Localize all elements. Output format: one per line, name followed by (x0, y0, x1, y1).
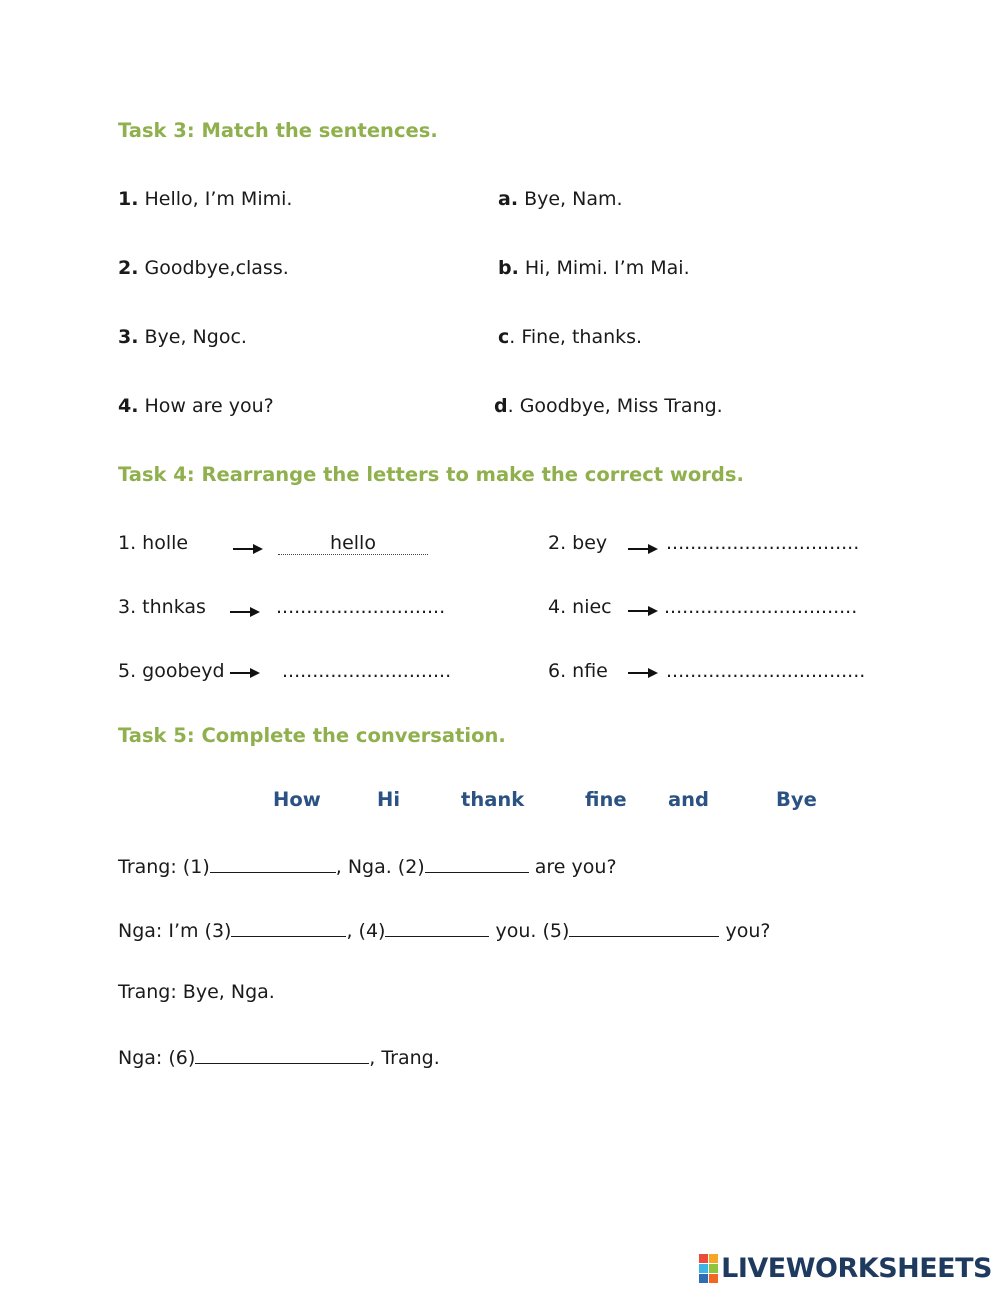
line-text: you. (5) (489, 920, 570, 942)
arrow-icon (628, 605, 658, 617)
item-text: How are you? (144, 395, 274, 417)
item-letter: c (498, 326, 510, 348)
logo-square (699, 1274, 708, 1283)
logo-square (699, 1264, 708, 1273)
task3-left-item-1 (118, 188, 292, 210)
word-bank-and: and (668, 788, 709, 811)
word-bank-bye: Bye (776, 788, 817, 811)
task4-item-2-label: 2. bey (548, 532, 608, 554)
line-text: are you? (528, 856, 617, 878)
task3-left-item-2 (118, 257, 289, 279)
task4-item-1-label: 1. holle (118, 532, 189, 554)
item-letter: a. (498, 188, 519, 210)
blank-5[interactable] (569, 917, 719, 937)
item-letter: b. (498, 257, 519, 279)
task3-left-item-3 (118, 326, 247, 348)
task4-item-3-label: 3. thnkas (118, 596, 206, 618)
item-number: 4. (118, 395, 139, 417)
logo-text: LIVEWORKSHEETS (721, 1253, 992, 1284)
task5-title: Task 5: Complete the conversation. (118, 724, 506, 747)
item-text: Goodbye,class. (144, 257, 289, 279)
liveworksheets-logo (699, 1253, 992, 1284)
task4-item-5-label: 5. goobeyd (118, 660, 225, 682)
line-text: Trang: (1) (118, 856, 210, 878)
blank-2[interactable] (425, 853, 529, 873)
item-text: . Fine, thanks. (509, 326, 643, 348)
word-bank-how: How (273, 788, 321, 811)
word-bank-fine: fine (585, 788, 627, 811)
conversation-line-4 (118, 1044, 440, 1069)
task3-left-item-4 (118, 395, 274, 417)
item-text: Bye, Ngoc. (144, 326, 247, 348)
item-text: Hello, I’m Mimi. (144, 188, 293, 210)
task4-item-6-label: 6. nfie (548, 660, 608, 682)
blank-6[interactable] (195, 1044, 369, 1064)
item-text: Hi, Mimi. I’m Mai. (524, 257, 690, 279)
item-letter: d (494, 395, 508, 417)
word-bank-thank: thank (461, 788, 525, 811)
arrow-icon (628, 667, 658, 679)
task4-item-4-label: 4. niec (548, 596, 612, 618)
task3-title: Task 3: Match the sentences. (118, 119, 438, 142)
logo-square (699, 1254, 708, 1263)
blank-4[interactable] (385, 917, 489, 937)
task4-item-1-answer[interactable]: hello (278, 532, 428, 555)
item-number: 3. (118, 326, 139, 348)
item-text: Bye, Nam. (524, 188, 623, 210)
task4-item-6-answer[interactable]: ................................. (666, 660, 866, 682)
task4-item-3-answer[interactable]: ............................ (276, 596, 446, 618)
line-text: Nga: I’m (3) (118, 920, 232, 942)
conversation-line-3: Trang: Bye, Nga. (118, 981, 275, 1003)
line-text: , Trang. (369, 1047, 440, 1069)
item-number: 2. (118, 257, 139, 279)
line-text: , (4) (346, 920, 386, 942)
task4-item-5-answer[interactable]: ............................ (282, 660, 452, 682)
blank-3[interactable] (231, 917, 346, 937)
item-number: 1. (118, 188, 139, 210)
task3-right-item-d (494, 395, 723, 417)
item-text: . Goodbye, Miss Trang. (507, 395, 723, 417)
logo-square (709, 1264, 718, 1273)
task4-item-2-answer[interactable]: ................................ (666, 532, 860, 554)
line-text: Nga: (6) (118, 1047, 196, 1069)
task4-item-4-answer[interactable]: ................................ (664, 596, 858, 618)
arrow-icon (230, 667, 260, 679)
conversation-line-2 (118, 917, 770, 942)
arrow-icon (230, 606, 260, 618)
task4-title: Task 4: Rearrange the letters to make the correct words. (118, 463, 744, 486)
line-text: you? (719, 920, 771, 942)
arrow-icon (233, 543, 263, 555)
logo-square (709, 1274, 718, 1283)
task3-right-item-c (498, 326, 642, 348)
logo-mark-icon (699, 1254, 718, 1283)
task3-right-item-a (498, 188, 623, 210)
arrow-icon (628, 543, 658, 555)
word-bank-hi: Hi (377, 788, 401, 811)
blank-1[interactable] (210, 853, 336, 873)
task3-right-item-b (498, 257, 690, 279)
logo-square (709, 1254, 718, 1263)
conversation-line-1 (118, 853, 617, 878)
line-text: , Nga. (2) (335, 856, 425, 878)
